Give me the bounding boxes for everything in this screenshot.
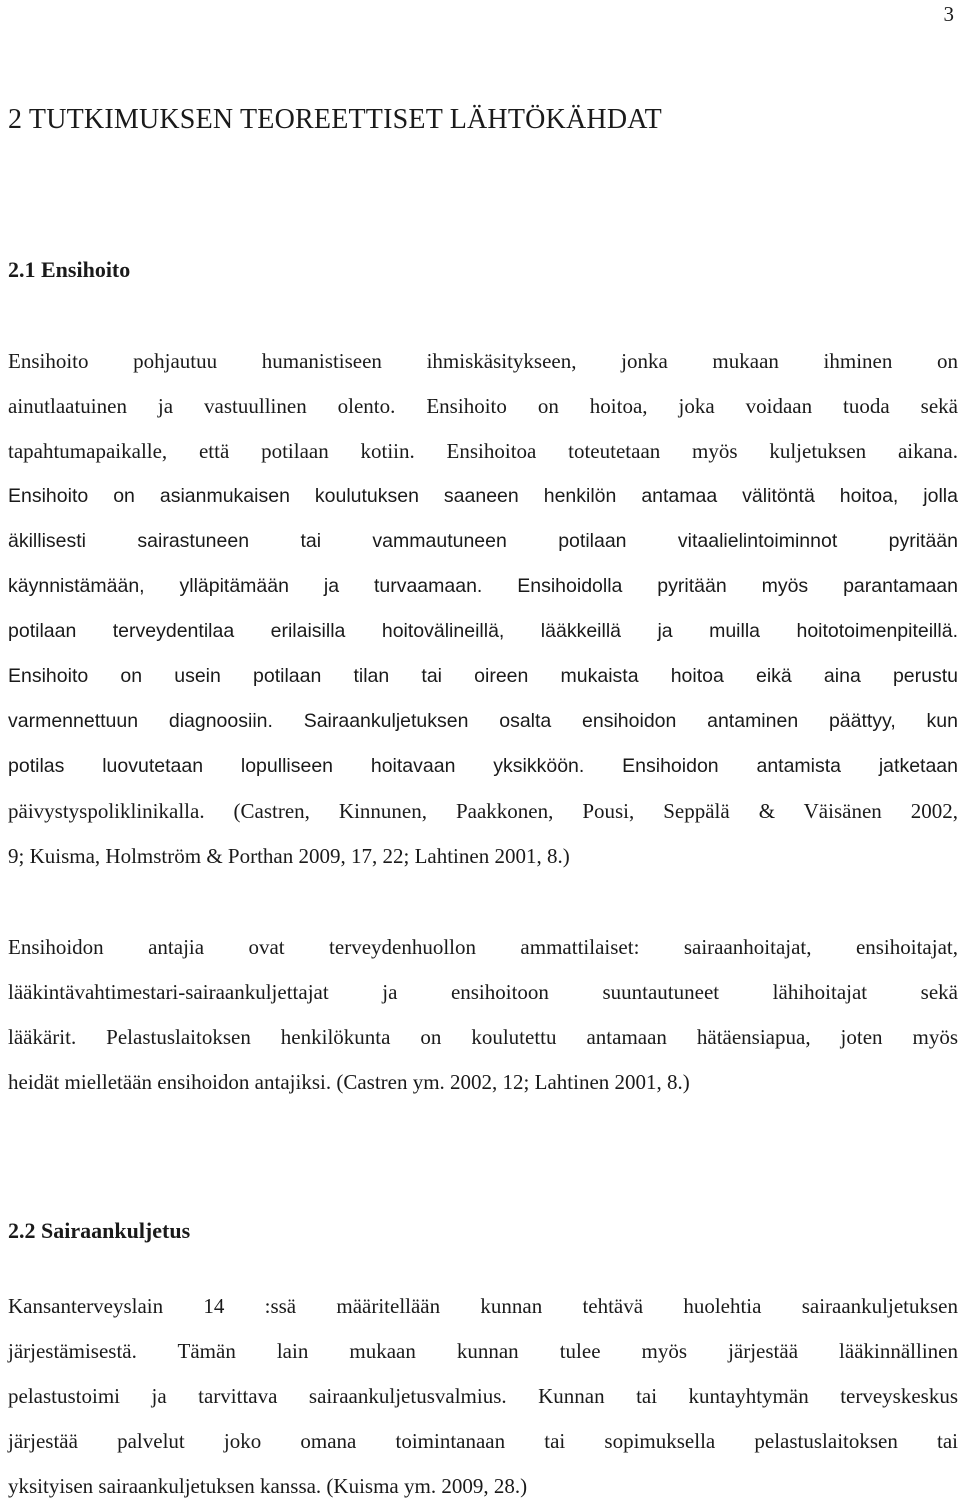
text-line: Ensihoito pohjautuu humanistiseen ihmiskäsitykseen, jonka mukaan ihminen on (8, 349, 958, 373)
text-line: ainutlaatuinen ja vastuullinen olento. Ensihoito on hoitoa, joka voidaan tuoda sekä (8, 394, 958, 418)
text-line: lääkärit. Pelastuslaitoksen henkilökunta on koulutettu antamaan hätäensiapua, joten myös (8, 1025, 958, 1049)
text-line: äkillisesti sairastuneen tai vammautuneen potilaan vitaalielintoiminnot pyritään (8, 530, 958, 552)
paragraph-ensihoidon-antajat (8, 925, 958, 1105)
text-line: päivystyspoliklinikalla. (Castren, Kinnunen, Paakkonen, Pousi, Seppälä & Väisänen 2002, (8, 799, 958, 823)
text-line: järjestämisestä. Tämän lain mukaan kunnan tulee myös järjestää lääkinnällinen (8, 1339, 958, 1363)
text-line: heidät mielletään ensihoidon antajiksi. (Castren ym. 2002, 12; Lahtinen 2001, 8.) (8, 1070, 690, 1094)
text-line: Ensihoidon antajia ovat terveydenhuollon ammattilaiset: sairaanhoitajat, ensihoitajat, (8, 935, 958, 959)
text-line: Ensihoito on asianmukaisen koulutuksen saaneen henkilön antamaa välitöntä hoitoa, jolla (8, 485, 958, 507)
section-heading-ensihoito: 2.1 Ensihoito (8, 257, 131, 282)
text-line: potilas luovutetaan lopulliseen hoitavaan yksikköön. Ensihoidon antamista jatketaan (8, 755, 958, 777)
text-line: pelastustoimi ja tarvittava sairaankuljetusvalmius. Kunnan tai kuntayhtymän terveyskeskus (8, 1384, 958, 1408)
text-line: potilaan terveydentilaa erilaisilla hoitovälineillä, lääkkeillä ja muilla hoitotoimenpiteillä. (8, 620, 958, 642)
text-line: tapahtumapaikalle, että potilaan kotiin. Ensihoitoa toteutetaan myös kuljetuksen aikana. (8, 439, 958, 463)
text-line: Kansanterveyslain 14 :ssä määritellään kunnan tehtävä huolehtia sairaankuljetuksen (8, 1294, 958, 1318)
text-line: varmennettuun diagnoosiin. Sairaankuljetuksen osalta ensihoidon antaminen päättyy, kun (8, 710, 958, 732)
chapter-title: 2 TUTKIMUKSEN TEOREETTISET LÄHTÖKÄHDAT (8, 104, 662, 135)
text-line: lääkintävahtimestari-sairaankuljettajat ja ensihoitoon suuntautuneet lähihoitajat sekä (8, 980, 958, 1004)
text-line: Ensihoito on usein potilaan tilan tai oireen mukaista hoitoa eikä aina perustu (8, 665, 958, 687)
paragraph-sairaankuljetus (8, 1284, 958, 1509)
paragraph-ensihoito-definition (8, 339, 958, 879)
text-line: yksityisen sairaankuljetuksen kanssa. (Kuisma ym. 2009, 28.) (8, 1474, 528, 1498)
text-line: järjestää palvelut joko omana toimintanaan tai sopimuksella pelastuslaitoksen tai (8, 1429, 958, 1453)
page-number: 3 (943, 2, 954, 26)
text-line: 9; Kuisma, Holmström & Porthan 2009, 17, 22; Lahtinen 2001, 8.) (8, 844, 570, 868)
section-heading-sairaankuljetus: 2.2 Sairaankuljetus (8, 1218, 191, 1243)
text-line: käynnistämään, ylläpitämään ja turvaamaan. Ensihoidolla pyritään myös parantamaan (8, 575, 958, 597)
